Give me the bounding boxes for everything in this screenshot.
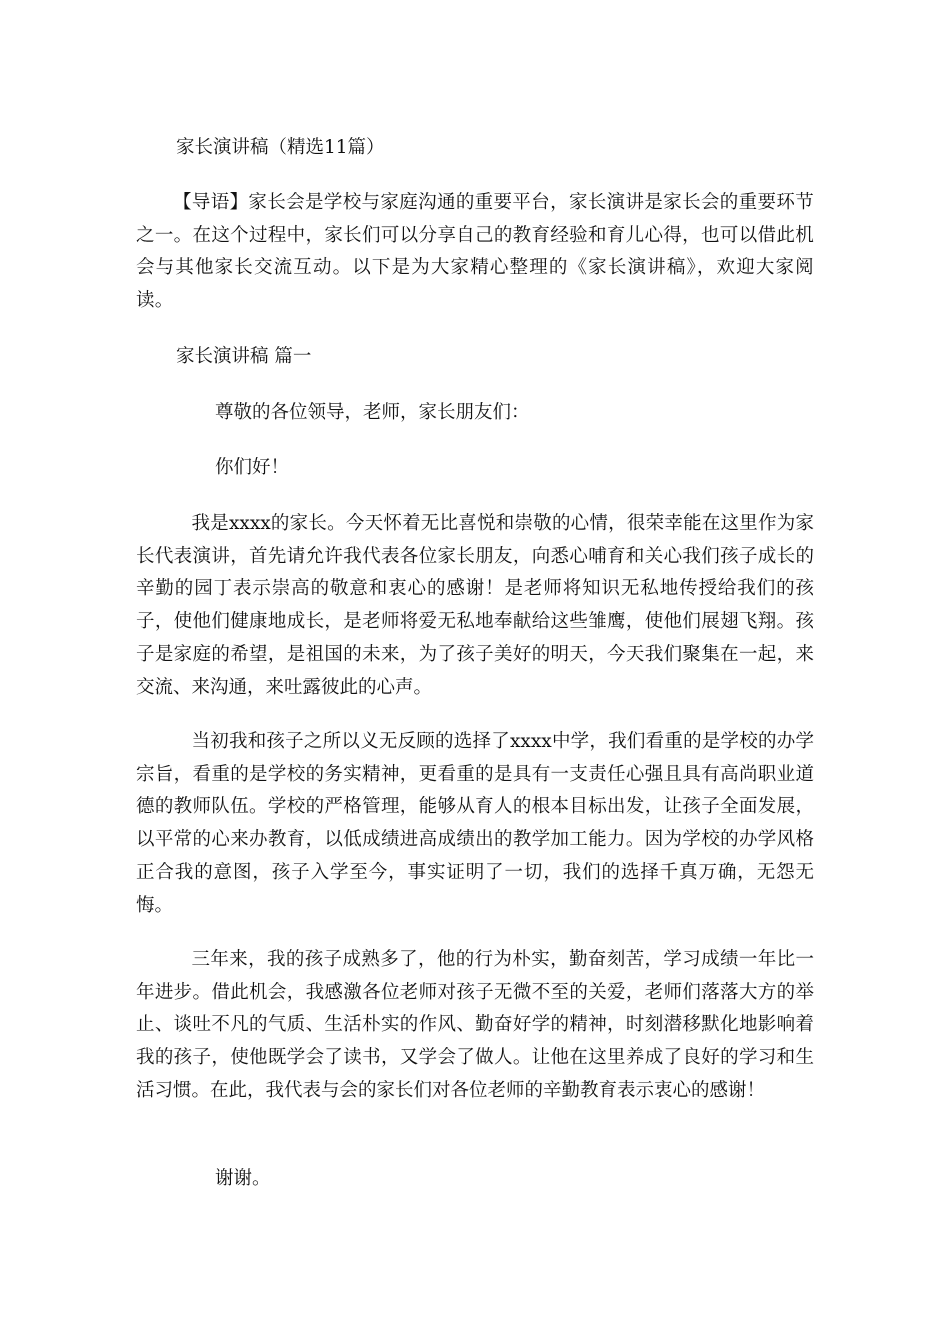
body-paragraph-2: 当初我和孩子之所以义无反顾的选择了xxxx中学，我们看重的是学校的办学宗旨，看重的是学校的务实精神，更看重的是具有一支责任心强且具有高尚职业道德的教师队伍。学校的严格管理，能够从育人的根本目标出发，让孩子全面发展，以平常的心来办教育，以低成绩进高成绩出的教学加工能力。因为学校的办学风格正合我的意图，孩子入学至今，事实证明了一切，我们的选择千真万确，无怨无悔。 [136, 731, 814, 916]
section-title: 家长演讲稿 篇一 [176, 346, 312, 367]
greeting: 你们好！ [215, 457, 290, 478]
document-title: 家长演讲稿（精选11篇） [176, 137, 385, 158]
salutation: 尊敬的各位领导，老师，家长朋友们： [215, 402, 530, 423]
intro-paragraph: 【导语】家长会是学校与家庭沟通的重要平台，家长演讲是家长会的重要环节之一。在这个过程中，家长们可以分享自己的教育经验和育儿心得，也可以借此机会与其他家长交流互动。以下是为大家精心整理的《家长演讲稿》，欢迎大家阅读。 [136, 192, 814, 312]
closing: 谢谢。 [215, 1168, 271, 1189]
body-paragraph-1: 我是xxxx的家长。今天怀着无比喜悦和崇敬的心情，很荣幸能在这里作为家长代表演讲，首先请允许我代表各位家长朋友，向悉心哺育和关心我们孩子成长的辛勤的园丁表示崇高的敬意和衷心的感谢！是老师将知识无私地传授给我们的孩子，使他们健康地成长，是老师将爱无私地奉献给这些雏鹰，使他们展翅飞翔。孩子是家庭的希望，是祖国的未来，为了孩子美好的明天，今天我们聚集在一起，来交流、来沟通，来吐露彼此的心声。 [136, 513, 814, 698]
body-paragraph-3: 三年来，我的孩子成熟多了，他的行为朴实，勤奋刻苦，学习成绩一年比一年进步。借此机会，我感激各位老师对孩子无微不至的关爱，老师们落落大方的举止、谈吐不凡的气质、生活朴实的作风、勤奋好学的精神，时刻潜移默化地影响着我的孩子，使他既学会了读书，又学会了做人。让他在这里养成了良好的学习和生活习惯。在此，我代表与会的家长们对各位老师的辛勤教育表示衷心的感谢！ [136, 949, 814, 1101]
